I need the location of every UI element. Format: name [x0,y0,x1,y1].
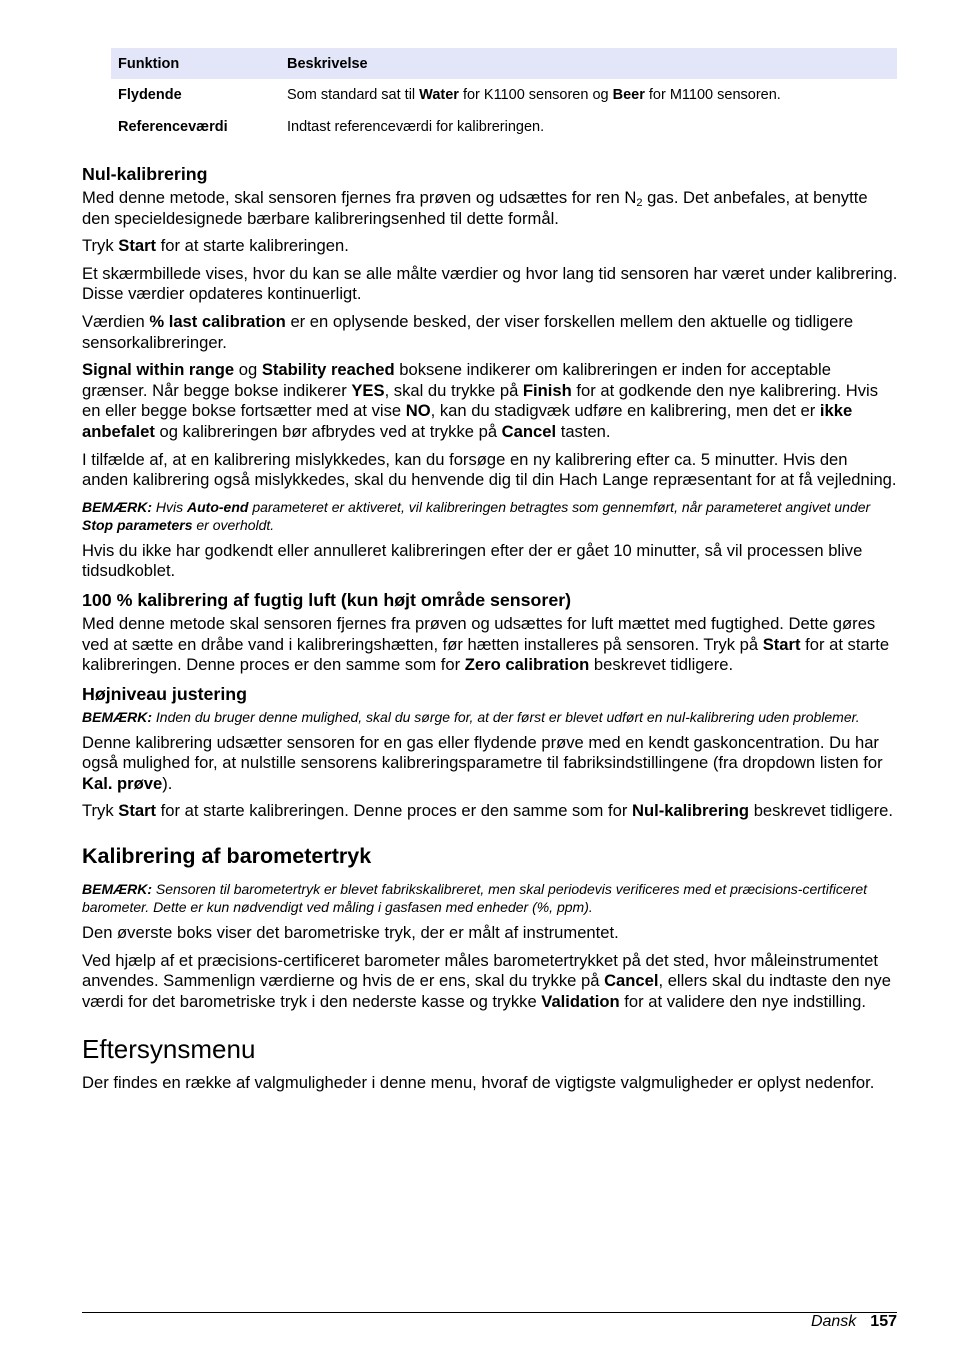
table-cell-description: Indtast referenceværdi for kalibreringen. [287,119,545,135]
note: BEMÆRK: Hvis Auto-end parameteret er aktiveret, vil kalibreringen betragtes som gennemført, når parameteret angivet under Stop parameters er overholdt. [82,498,871,533]
table-cell-function: Referenceværdi [118,119,228,135]
paragraph: Der findes en række af valgmuligheder i denne menu, hvoraf de vigtigste valgmuligheder er oplyst nedenfor. [82,1073,875,1093]
function-table [111,48,897,143]
heading-eftersynsmenu: Eftersynsmenu [82,1034,256,1065]
footer-language: Dansk [810,1313,857,1330]
table-header-row [111,48,897,79]
paragraph: Med denne metode skal sensoren fjernes fra prøven og udsættes for luft mættet med fugtighed. Dette gøres ved at sætte en dråbe vand i kalibreringshætten, før hætten installeres på sensoren. Tryk på Start for at starte kalibreringen. Denne proces er den samme som for Zero calibration beskrevet tidligere. [82,613,890,675]
document-body [82,163,898,1101]
heading-barometertryk: Kalibrering af barometertryk [82,844,372,869]
page-number: 157 [870,1313,897,1330]
paragraph: Med denne metode, skal sensoren fjernes fra prøven og udsættes for ren $N_2$ gas. Det anbefales, at benytte den specieldesignede bærbare kalibreringsenhed til dette formål. [82,188,868,228]
heading-hojniveau-justering: Højniveau justering [82,683,247,704]
paragraph: Den øverste boks viser det barometriske tryk, der er målt af instrumentet. [82,923,619,943]
paragraph: Et skærmbillede vises, hvor du kan se alle målte værdier og hvor lang tid sensoren har været under kalibrering. Disse værdier opdateres kontinuerligt. [82,263,898,304]
paragraph: Tryk Start for at starte kalibreringen. Denne proces er den samme som for Nul-kalibrering beskrevet tidligere. [82,801,893,821]
paragraph: I tilfælde af, at en kalibrering mislykkedes, kan du forsøge en ny kalibrering efter ca. 5 minutter. Hvis den anden kalibrering også mislykkedes, skal du henvende dig til din Hach Lange repræsentant for at få vejledning. [82,449,897,490]
table-row [111,79,897,111]
paragraph: Tryk Start for at starte kalibreringen. [82,236,349,256]
paragraph: Ved hjælp af et præcisions-certificeret barometer måles barometertrykket på det sted, hvor måleinstrumentet anvendes. Sammenlign værdierne og hvis de er ens, skal du trykke på Cancel, ellers skal du indtaste den nye værdi for det barometriske tryk i den nederste kasse og trykke Validation for at validere den nye indstilling. [82,950,891,1011]
table-row [111,111,897,143]
heading-fugtig-luft: 100 % kalibrering af fugtig luft (kun højt område sensorer) [82,589,572,610]
column-header-beskrivelse: Beskrivelse [280,48,897,79]
paragraph: Signal within range og Stability reached boksene indikerer om kalibreringen er inden for acceptable grænser. Når begge bokse indikerer YES, skal du trykke på Finish for at godkende den nye kalibrering. Hvis en eller begge bokse fortsætter med at vise NO, kan du stadigvæk udføre en kalibrering, men det er ikke anbefalet og kalibreringen bør afbrydes ved at trykke på Cancel tasten. [82,360,879,441]
table-cell-description: Som standard sat til Water for K1100 sensoren og Beer for M1100 sensoren. [287,87,781,103]
paragraph: Værdien % last calibration er en oplysende besked, der viser forskellen mellem den aktuelle og tidligere sensorkalibreringer. [82,311,854,352]
table-cell-function: Flydende [118,87,182,103]
footer-divider [82,1312,897,1313]
paragraph: Hvis du ikke har godkendt eller annulleret kalibreringen efter der er gået 10 minutter, så vil processen blive tidsudkoblet. [82,540,863,581]
paragraph: Denne kalibrering udsætter sensoren for en gas eller flydende prøve med en kendt gaskoncentration. Du har også mulighed for, at nulstille sensorens kalibreringsparametre til fabriksindstillingene (fra dropdown listen for Kal. prøve). [82,732,883,793]
note: BEMÆRK: Inden du bruger denne mulighed, skal du sørge for, at der først er blevet udført en nul-kalibrering uden problemer. [82,708,860,725]
column-header-funktion: Funktion [111,48,280,79]
page-footer [811,1312,897,1332]
note: BEMÆRK: Sensoren til barometertryk er blevet fabrikskalibreret, men skal periodevis verificeres med et præcisions-certificeret barometer. Dette er kun nødvendigt ved måling i gasfasen med enheder (%, ppm). [82,881,868,916]
heading-nul-kalibrering: Nul-kalibrering [82,164,208,184]
